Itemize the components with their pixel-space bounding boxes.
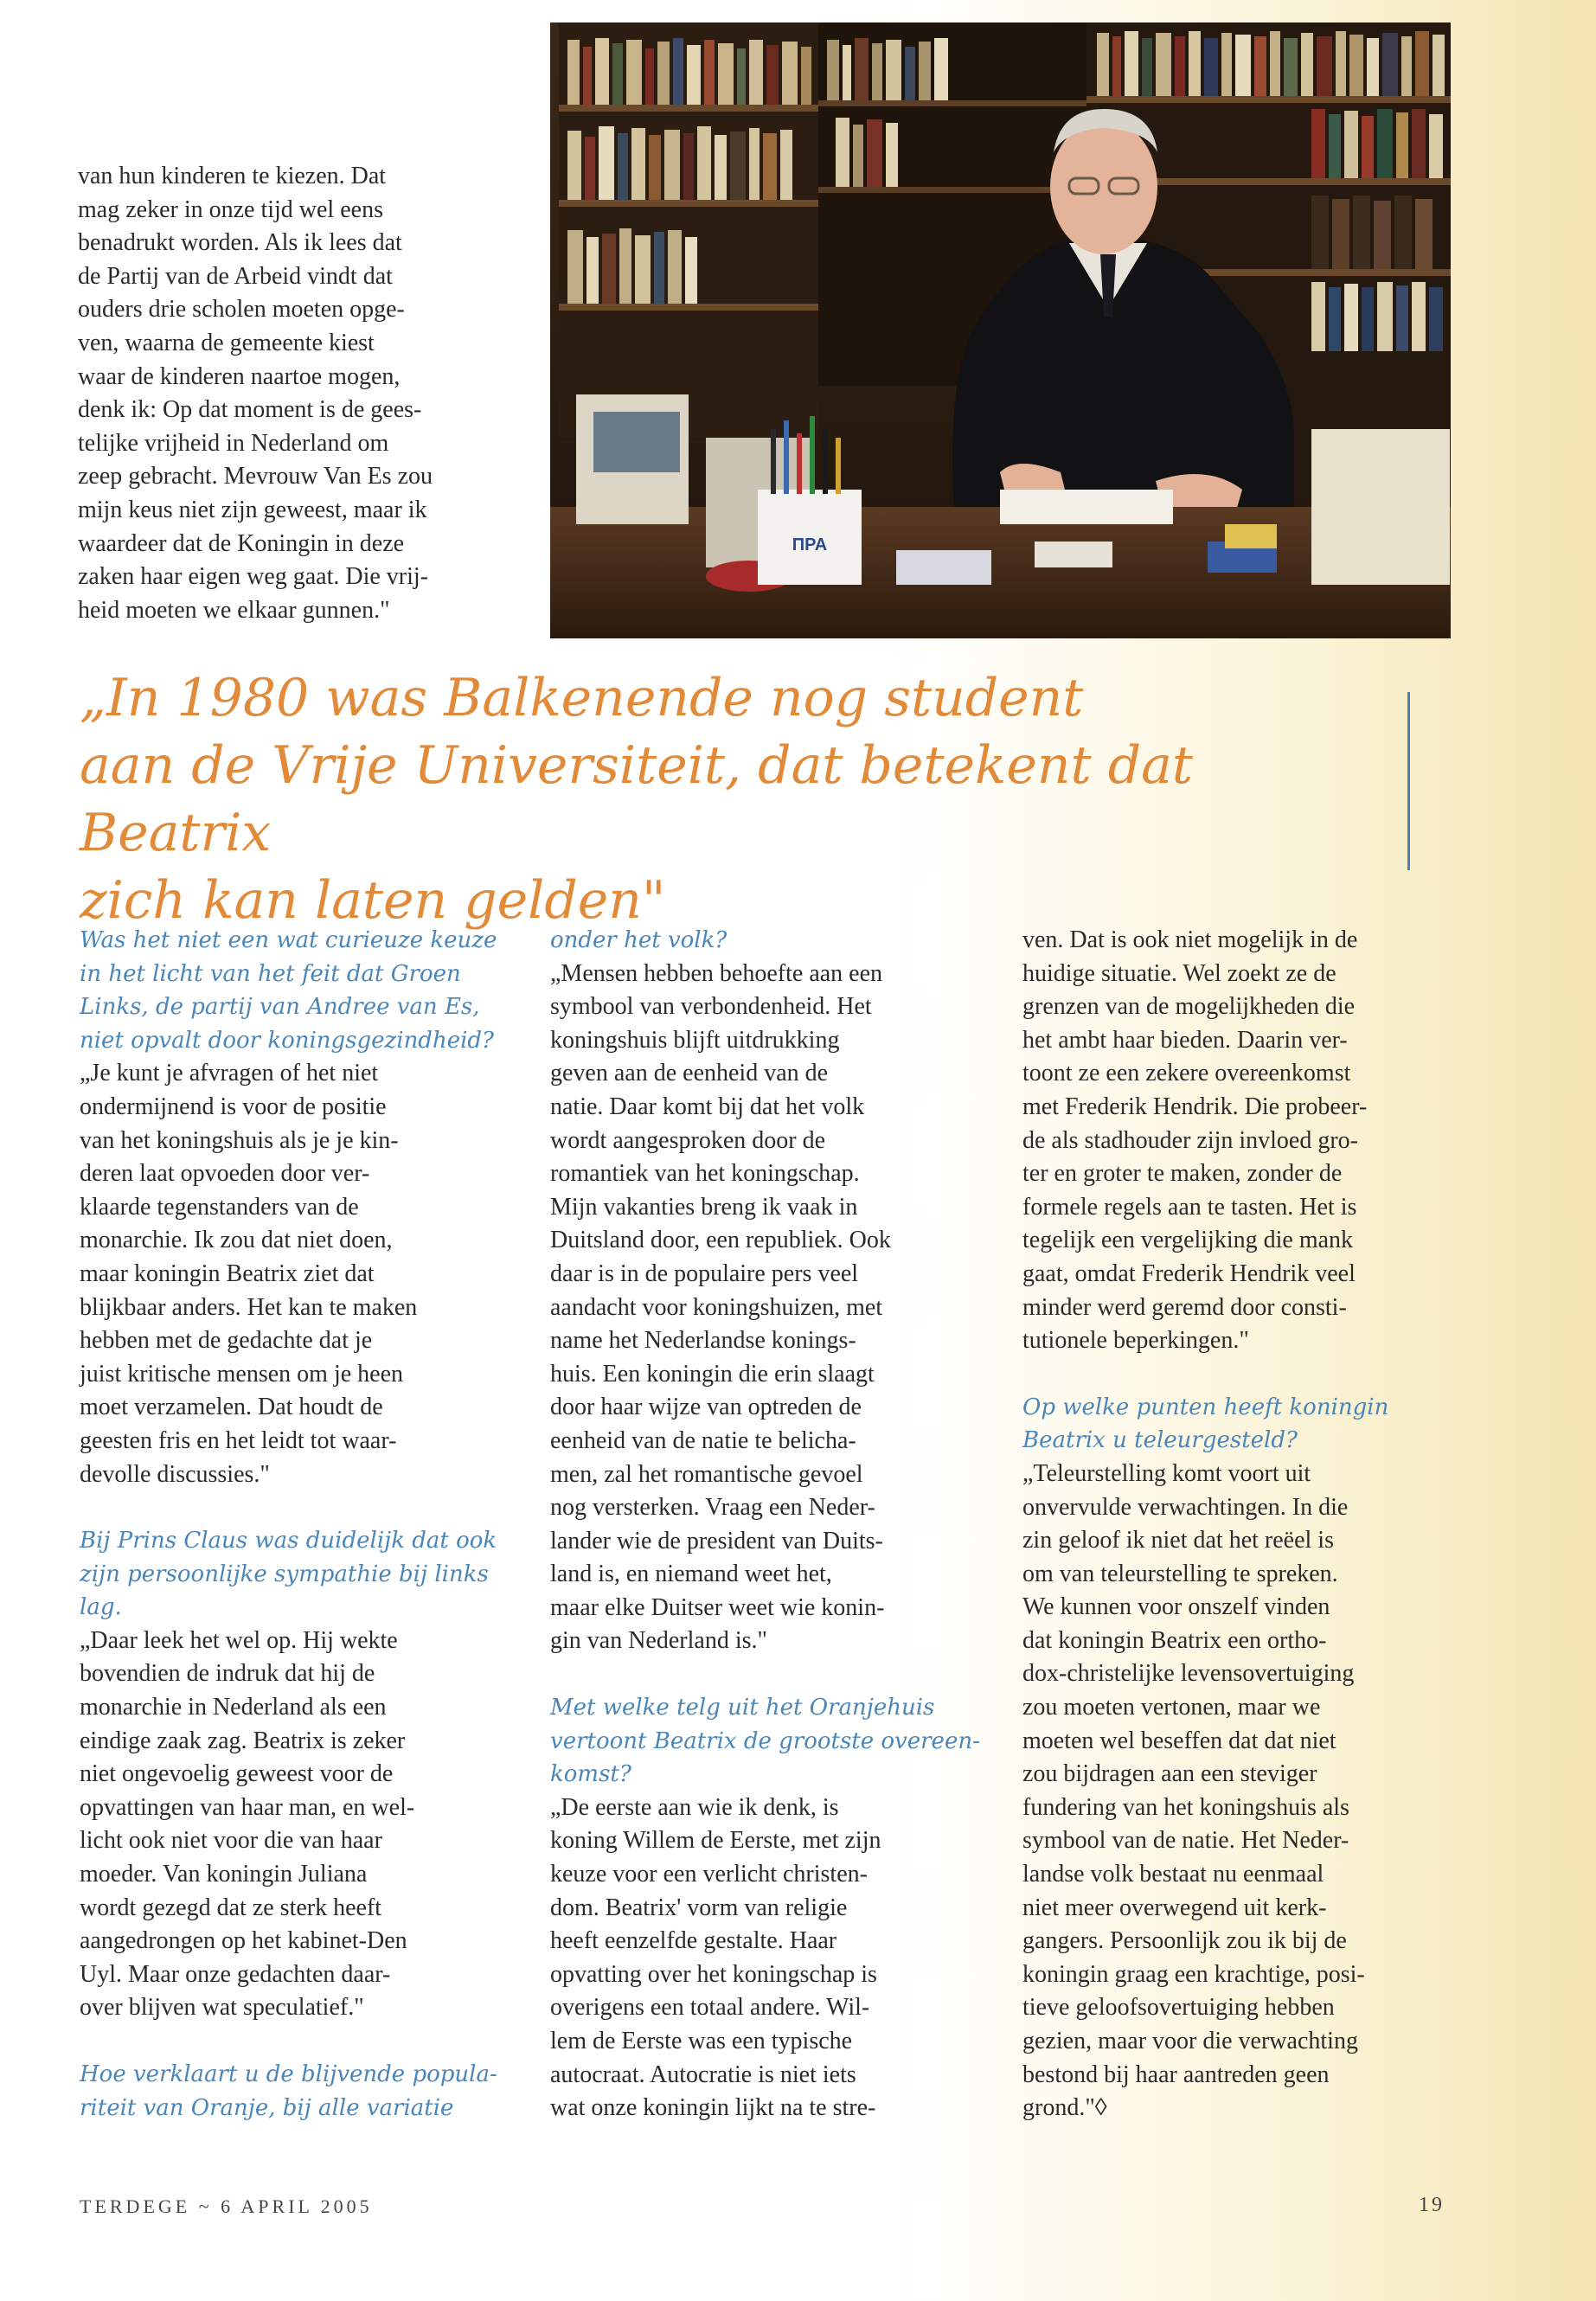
paragraph-gap [550,1658,983,1691]
pull-quote [80,664,1394,934]
paragraph-gap [80,2025,512,2058]
footer-publication: TERDEGE ~ 6 APRIL 2005 [80,2195,373,2217]
article-column-2 [550,924,983,2125]
pen-cup-label: ПРА [792,535,828,554]
question: Hoe verklaart u de blijvende popula- riteit van Oranje, bij alle variatie [80,2061,497,2121]
intro-text: van hun kinderen te kiezen. Dat mag zeker in onze tijd wel eens benadrukt worden. Als ik lees dat de Partij van de Arbeid vindt dat ouders drie scholen moeten opge- ven, waarna de gemeente kiest waar de kinderen naartoe mogen, denk ik: Op dat moment is de gees- telijke vrijheid in Nederland om zeep gebracht. Mevrouw Van Es zou mijn keus niet zijn geweest, maar ik waardeer dat de Koningin in deze zaken haar eigen weg gaat. Die vrij- heid moeten we elkaar gunnen." [78,163,433,624]
pull-quote-text: „In 1980 was Balkenende nog student aan de Vrije Universiteit, dat betekent dat Beatrix zich kan laten gelden" [80,668,1194,931]
paragraph-gap [80,1491,512,1524]
bookshelf-left [559,22,818,438]
pull-quote-rule [1407,692,1410,870]
answer-continued: ven. Dat is ook niet mogelijk in de huidige situatie. Wel zoekt ze de grenzen van de mogelijkheden die het ambt haar bieden. Daarin ver- toont ze een zekere overeenkomst met Frederik Hendrik. Die probeer- de als stadhouder zijn invloed gro- ter en groter te maken, zonder de formele regels aan te tasten. Het is tegelijk een vergelijking die mank gaat, omdat Frederik Hendrik veel minder werd geremd door consti- tutionele beperkingen." [1022,926,1368,1355]
papers-stack [576,394,689,524]
article-column-3 [1022,924,1455,2125]
question: Bij Prins Claus was duidelijk dat ook zijn persoonlijke sympathie bij links lag. [80,1528,497,1621]
article-column-1 [80,924,512,2125]
answer: „Daar leek het wel op. Hij wekte bovendien de indruk dat hij de monarchie in Nederland als een eindige zaak zag. Beatrix is zeker niet ongevoelig geweest voor de opvattingen van haar man, en wel- licht ook niet voor die van haar moeder. Van koningin Juliana wordt gezegd dat ze sterk heeft aangedrongen op het kabinet-Den Uyl. Maar onze gedachten daar- over blijven wat speculatief." [80,1626,415,2022]
interview-photo [550,22,1451,638]
answer: „De eerste aan wie ik denk, is koning Willem de Eerste, met zijn keuze voor een verlicht christen- dom. Beatrix' vorm van religie heeft eenzelfde gestalte. Haar opvatting over het koningschap is overigens een totaal andere. Wil- lem de Eerste was een typische autocraat. Autocratie is niet iets wat onze koningin lijkt na te stre- [550,1793,881,2122]
question: Op welke punten heeft koningin Beatrix u teleurgesteld? [1022,1394,1389,1454]
answer: „Teleurstelling komt voort uit onvervulde verwachtingen. In die zin geloof ik niet dat het reëel is om van teleurstelling te spreken. We kunnen voor onszelf vinden dat koningin Beatrix een ortho- dox-christelijke levensovertuiging zou moeten vertonen, maar we moeten wel beseffen dat dat niet zou bijdragen aan een steviger fundering van het koningshuis als symbool van de natie. Het Neder- landse volk bestaat nu eenmaal niet meer overwegend uit kerk- gangers. Persoonlijk zou ik bij de koningin graag een krachtige, posi- tieve geloofsovertuiging hebben gezien, maar voor die verwachting bestond bij haar aantreden geen grond."◊ [1022,1459,1365,2122]
paragraph-gap [1022,1358,1455,1391]
page-number: 19 [1419,2194,1445,2216]
intro-paragraph [78,160,528,627]
question-continued: onder het volk? [550,927,727,953]
question: Was het niet een wat curieuze keuze in het licht van het feit dat Groen Links, de partij van Andree van Es, niet opvalt door koningsgezindheid? [80,927,497,1054]
answer: „Je kunt je afvragen of het niet ondermijnend is voor de positie van het koningshuis als je je kin- deren laat opvoeden door ver- klaarde tegenstanders van de monarchie. Ik zou dat niet doen, maar koningin Beatrix ziet dat blijkbaar anders. Het kan te maken hebben met de gedachte dat je juist kritische mensen om je heen moet verzamelen. Dat houdt de geesten fris en het leidt tot waar- devolle discussies." [80,1060,418,1488]
answer: „Mensen hebben behoefte aan een symbool van verbondenheid. Het koningshuis blijft uitdrukking geven aan de eenheid van de natie. Daar komt bij dat het volk wordt aangesproken door de romantiek van het koningschap. Mijn vakanties breng ik vaak in Duitsland door, een republiek. Ook daar is in de populaire pers veel aandacht voor koningshuizen, met name het Nederlandse konings- huis. Een koningin die erin slaagt door haar wijze van optreden de eenheid van de natie te belicha- men, zal het romantische gevoel nog versterken. Vraag een Neder- lander wie de president van Duits- land is, en niemand weet het, maar elke Duitser weet wie konin- gin van Nederland is." [550,959,891,1655]
question: Met welke telg uit het Oranjehuis vertoont Beatrix de grootste overeen- komst? [550,1695,980,1788]
